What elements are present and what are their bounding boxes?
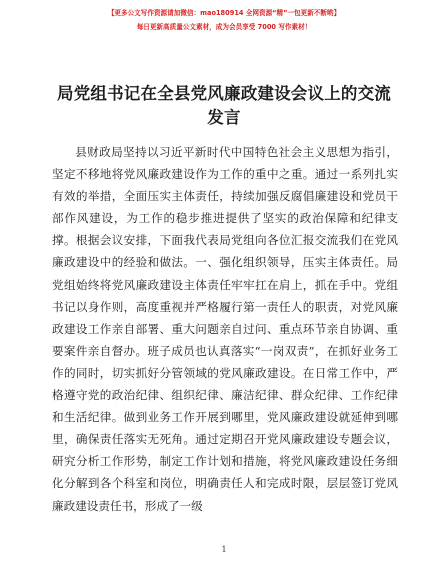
document-title-line-1: 局党组书记在全县党风廉政建设会议上的交流 (57, 84, 391, 103)
document-title-line-2: 发言 (207, 108, 241, 127)
page-number: 1 (221, 545, 227, 554)
promo-banner-line-2: 每日更新高质量公文素材，成为会员享受 7000 写作素材！ (136, 23, 312, 31)
promo-banner-line-1: 【更多公文写作资源请加微信：mao180914 全网资源“精”一包更新不断哟】 (107, 9, 341, 17)
document-body: 县财政局坚持以习近平新时代中国特色社会主义思想为指引，坚定不移地将党风廉政建设作为工作的重中之重。通过一系列扎实有效的举措，全面压实主体责任，持续加强反腐倡廉建设和党员干部作风建设，为工作的稳步推进提供了坚实的政治保障和纪律支撑。根据会议安排，下面我代表局党组向各位汇报交流我们在党风廉政建设中的经验和做法。一、强化组织领导，压实主体责任。局党组始终将党风廉政建设主体责任牢牢扛在肩上，抓在手中。党组书记以身作则，高度重视并严格履行第一责任人的职责，对党风廉政建设工作亲自部署、重大问题亲自过问、重点环节亲自协调、重要案件亲自督办。班子成员也认真落实“一岗双责”，在抓好业务工作的同时，切实抓好分管领域的党风廉政建设。在日常工作中，严格遵守党的政治纪律、组织纪律、廉洁纪律、群众纪律、工作纪律和生活纪律。做到业务工作开展到哪里，党风廉政建设就延伸到哪里，确保责任落实无死角。通过定期召开党风廉政建设专题会议，研究分析工作形势，制定工作计划和措施，将党风廉政建设任务细化分解到各个科室和岗位，明确责任人和完成时限，层层签订党风廉政建设责任书，形成了一级 (52, 145, 398, 513)
